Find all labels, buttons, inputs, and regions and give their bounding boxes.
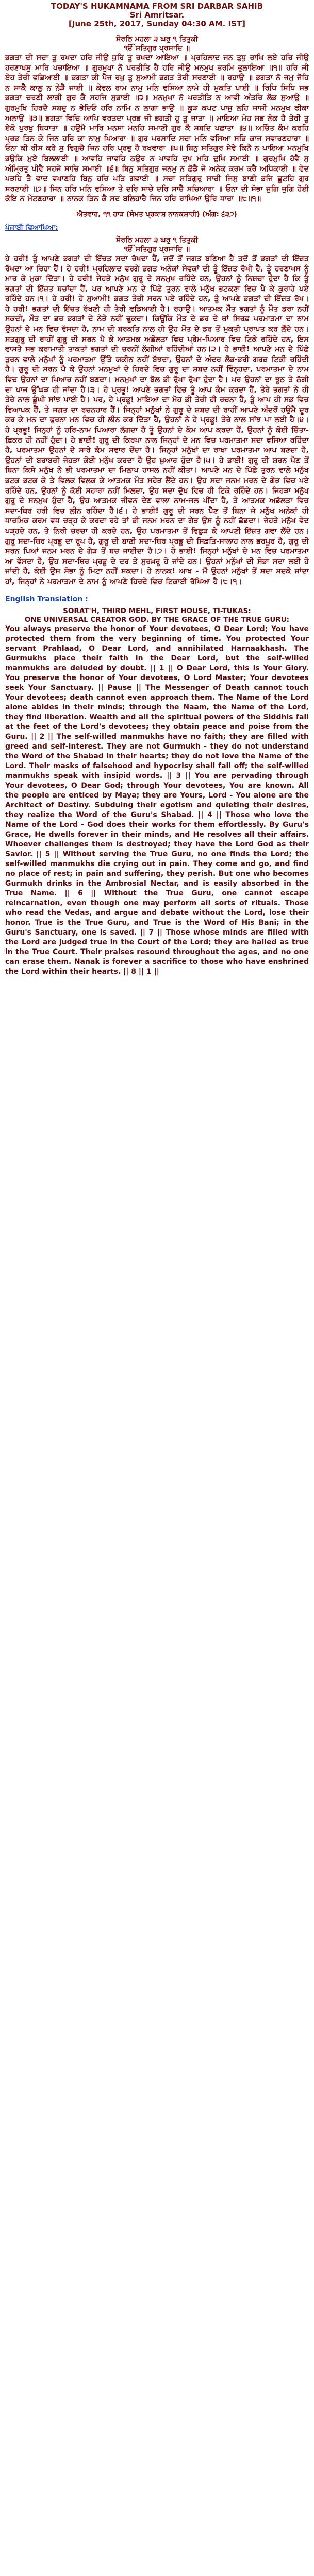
gurbani-verse: ਭਗਤਾ ਦੀ ਸਦਾ ਤੂ ਰਖਦਾ ਹਰਿ ਜੀਉ ਧੁਰਿ ਤੂ ਰਖਦਾ ਆਇਆ ॥ ਪ੍ਰਹਿਲਾਦ ਜਨ ਤੁਧੁ ਰਾਖਿ ਲਏ ਹਰਿ ਜੀਉ ਹਰਣਾਖਸੁ ਮਾਰਿ ਪਚਾਇਆ ॥ ਗੁਰਮੁਖਾ ਨੋ ਪਰਤੀਤਿ ਹੈ ਹਰਿ ਜੀਉ ਮਨਮੁਖ ਭਰਮਿ ਭੁਲਾਇਆ ॥੧॥ ਹਰਿ ਜੀ ਏਹ ਤੇਰੀ ਵਡਿਆਈ ॥ ਭਗਤਾ ਕੀ ਪੈਜ ਰਖੁ ਤੂ ਸੁਆਮੀ ਭਗਤ ਤੇਰੀ ਸਰਣਾਈ ॥ ਰਹਾਉ ॥ ਭਗਤਾ ਨੋ ਜਮੁ ਜੋਹਿ ਨ ਸਾਕੈ ਕਾਲੁ ਨ ਨੇੜੈ ਜਾਈ ॥ ਕੇਵਲ ਰਾਮ ਨਾਮੁ ਮਨਿ ਵਸਿਆ ਨਾਮੇ ਹੀ ਮੁਕਤਿ ਪਾਈ ॥ ਰਿਧਿ ਸਿਧਿ ਸਭ ਭਗਤਾ ਚਰਣੀ ਲਾਗੀ ਗੁਰ ਕੈ ਸਹਜਿ ਸੁਭਾਈ ॥੨॥ ਮਨਮੁਖਾ ਨੋ ਪਰਤੀਤਿ ਨ ਆਵੀ ਅੰਤਰਿ ਲੋਭ ਸੁਆਉ ॥ ਗੁਰਮੁਖਿ ਹਿਰਦੈ ਸਬਦੁ ਨ ਭੇਦਿਓ ਹਰਿ ਨਾਮਿ ਨ ਲਾਗਾ ਭਾਉ ॥ ਕੂੜ ਕਪਟ ਪਾਜੁ ਲਹਿ ਜਾਸੀ ਮਨਮੁਖ ਫੀਕਾ ਅਲਾਉ ॥੩॥ ਭਗਤਾ ਵਿਚਿ ਆਪਿ ਵਰਤਦਾ ਪ੍ਰਭ ਜੀ ਭਗਤੀ ਹੂ ਤੂ ਜਾਤਾ ॥ ਮਾਇਆ ਮੋਹ ਸਭ ਲੋਕ ਹੈ ਤੇਰੀ ਤੂ ਏਕੋ ਪੁਰਖੁ ਬਿਧਾਤਾ ॥ ਹਉਮੈ ਮਾਰਿ ਮਨਸਾ ਮਨਹਿ ਸਮਾਣੀ ਗੁਰ ਕੈ ਸਬਦਿ ਪਛਾਤਾ ॥੪॥ ਅਚਿੰਤ ਕੰਮ ਕਰਹਿ ਪ੍ਰਭ ਤਿਨ ਕੇ ਜਿਨ ਹਰਿ ਕਾ ਨਾਮੁ ਪਿਆਰਾ ॥ ਗੁਰ ਪਰਸਾਦਿ ਸਦਾ ਮਨਿ ਵਸਿਆ ਸਭਿ ਕਾਜ ਸਵਾਰਣਹਾਰਾ ॥ ਓਨਾ ਕੀ ਰੀਸ ਕਰੇ ਸੁ ਵਿਗੁਚੈ ਜਿਨ ਹਰਿ ਪ੍ਰਭੁ ਹੈ ਰਖਵਾਰਾ ॥੫॥ ਬਿਨੁ ਸਤਿਗੁਰ ਸੇਵੇ ਕਿਨੈ ਨ ਪਾਇਆ ਮਨਮੁਖਿ ਭਉਕਿ ਮੁਏ ਬਿਲਲਾਈ ॥ ਆਵਹਿ ਜਾਵਹਿ ਠਉਰ ਨ ਪਾਵਹਿ ਦੁਖ ਮਹਿ ਦੁਖਿ ਸਮਾਈ ॥ ਗੁਰਮੁਖਿ ਹੋਵੈ ਸੁ ਅੰਮ੍ਰਿਤੁ ਪੀਵੈ ਸਹਜੇ ਸਾਚਿ ਸਮਾਈ ॥੬॥ ਬਿਨੁ ਸਤਿਗੁਰ ਜਨਮੁ ਨ ਛੋਡੈ ਜੇ ਅਨੇਕ ਕਰਮ ਕਰੈ ਅਧਿਕਾਈ ॥ ਵੇਦ ਪੜਹਿ ਤੈ ਵਾਦ ਵਖਾਣਹਿ ਬਿਨੁ ਹਰਿ ਪਤਿ ਗਵਾਈ ॥ ਸਚਾ ਸਤਿਗੁਰੁ ਸਾਚੀ ਜਿਸੁ ਬਾਣੀ ਭਜਿ ਛੂਟਹਿ ਗੁਰ ਸਰਣਾਈ ॥੭॥ ਜਿਨ ਹਰਿ ਮਨਿ ਵਸਿਆ ਤੇ ਦਰਿ ਸਾਚੇ ਦਰਿ ਸਾਚੈ ਸਚਿਆਰਾ ॥ ਓਨਾ ਦੀ ਸੋਭਾ ਜੁਗਿ ਜੁਗਿ ਹੋਈ ਕੋਇ ਨ ਮੇਟਣਹਾਰਾ ॥ ਨਾਨਕ ਤਿਨ ਕੈ ਸਦ ਬਲਿਹਾਰੈ ਜਿਨ ਹਰਿ ਰਾਖਿਆ ਉਰਿ ਧਾਰਾ ॥੮॥੧॥ (5, 54, 309, 204)
ang-reference: ਐਤਵਾਰ, ੧੧ ਹਾੜ (ਸੰਮਤ ਪ੍ਰਕਾਸ਼ ਨਾਨਕਸ਼ਾਹੀ) (ਅੰਗ: ੬੩੭) (77, 210, 237, 218)
english-heading-raag: SORAT'H, THIRD MEHL, FIRST HOUSE, TI-TUKAS: (63, 606, 251, 615)
hukamnama-page (0, 0, 314, 977)
punjabi-explanation: ਹੇ ਹਰੀ! ਤੂੰ ਆਪਣੇ ਭਗਤਾਂ ਦੀ ਇੱਜ਼ਤ ਸਦਾ ਰੱਖਦਾ ਹੈਂ, ਜਦੋਂ ਤੋਂ ਜਗਤ ਬਣਿਆ ਹੈ ਤਦੋਂ ਤੋਂ ਭਗਤਾਂ ਦੀ ਇੱਜ਼ਤ ਰੱਖਦਾ ਆ ਰਿਹਾ ਹੈਂ। ਹੇ ਹਰੀ! ਪ੍ਰਹਿਲਾਦ ਵਰਗੇ ਭਗਤ ਅਨੇਕਾਂ ਸੇਵਕਾਂ ਦੀ ਤੂੰ ਇੱਜ਼ਤ ਰੱਖੀ ਹੈ, ਤੂੰ ਹਰਣਾਖਸ ਨੂੰ ਮਾਰ ਕੇ ਮੁਕਾ ਦਿੱਤਾ। ਹੇ ਹਰੀ! ਜੇਹੜੇ ਮਨੁੱਖ ਗੁਰੂ ਦੇ ਸਨਮੁਖ ਰਹਿੰਦੇ ਹਨ, ਉਹਨਾਂ ਨੂੰ ਨਿਸ਼ਚਾ ਹੁੰਦਾ ਹੈ ਕਿ ਤੂੰ ਭਗਤਾਂ ਦੀ ਇੱਜ਼ਤ ਬਚਾਂਦਾ ਹੈਂ, ਪਰ ਆਪਣੇ ਮਨ ਦੇ ਪਿੱਛੇ ਤੁਰਨ ਵਾਲੇ ਮਨੁੱਖ ਭਟਕਣਾ ਵਿਚ ਪੈ ਕੇ ਕੁਰਾਹੇ ਪਏ ਰਹਿੰਦੇ ਹਨ।੧। ਹੇ ਹਰੀ! ਹੇ ਸੁਆਮੀ! ਭਗਤ ਤੇਰੀ ਸਰਨ ਪਏ ਰਹਿੰਦੇ ਹਨ, ਤੂੰ ਆਪਣੇ ਭਗਤਾਂ ਦੀ ਇੱਜ਼ਤ ਰੱਖ। ਹੇ ਹਰੀ! ਭਗਤਾਂ ਦੀ ਇੱਜ਼ਤ ਰੱਖਣੀ ਹੀ ਤੇਰੀ ਵਡਿਆਈ ਹੈ। ਰਹਾਉ। ਆਤਮਕ ਮੌਤ ਭਗਤਾਂ ਨੂੰ ਮੌਤ ਡਰਾ ਨਹੀਂ ਸਕਦੀ, ਮੌਤ ਦਾ ਡਰ ਭਗਤਾਂ ਦੇ ਨੇੜੇ ਨਹੀਂ ਢੁਕਦਾ। ਕਿਉਂਕਿ ਮੌਤ ਦੇ ਡਰ ਦੇ ਥਾਂ ਸਿਰਫ਼ ਪਰਮਾਤਮਾ ਦਾ ਨਾਮ ਉਹਨਾਂ ਦੇ ਮਨ ਵਿਚ ਵੱਸਦਾ ਹੈ, ਨਾਮ ਦੀ ਬਰਕਤਿ ਨਾਲ ਹੀ ਉਹ ਮੌਤ ਦੇ ਡਰ ਤੋਂ ਮੁਕਤੀ ਪ੍ਰਾਪਤ ਕਰ ਲੈਂਦੇ ਹਨ। ਸਤਗੁਰੂ ਦੀ ਰਾਹੀਂ ਗੁਰੂ ਦੀ ਸਰਨ ਪੈ ਕੇ ਆਤਮਕ ਅਡੋਲਤਾ ਵਿਚ ਪ੍ਰੇਮ-ਪਿਆਰ ਵਿਚ ਟਿਕੇ ਰਹਿੰਦੇ ਹਨ, ਇਸ ਵਾਸਤੇ ਸਭ ਕਰਾਮਾਤੀ ਤਾਕਤਾਂ ਭਗਤਾਂ ਦੀ ਚਰਨੀਂ ਲੱਗੀਆਂ ਰਹਿੰਦੀਆਂ ਹਨ।੨। ਹੇ ਭਾਈ! ਆਪਣੇ ਮਨ ਦੇ ਪਿੱਛੇ ਤੁਰਨ ਵਾਲੇ ਮਨੁੱਖਾਂ ਨੂੰ ਪਰਮਾਤਮਾ ਉੱਤੇ ਯਕੀਨ ਨਹੀਂ ਬੱਝਦਾ, ਉਹਨਾਂ ਦੇ ਅੰਦਰ ਲੋਭ-ਭਰੀ ਗਰਜ਼ ਟਿਕੀ ਰਹਿੰਦੀ ਹੈ। ਗੁਰੂ ਦੀ ਸਰਨ ਪੈ ਕੇ ਉਹਨਾਂ ਮਨਮੁਖਾਂ ਦੇ ਹਿਰਦੇ ਵਿਚ ਗੁਰੂ ਦਾ ਸ਼ਬਦ ਨਹੀਂ ਵਿੰਨ੍ਹਦਾ, ਪਰਮਾਤਮਾ ਦੇ ਨਾਮ ਵਿਚ ਉਹਨਾਂ ਦਾ ਪਿਆਰ ਨਹੀਂ ਬਣਦਾ। ਮਨਮੁਖਾਂ ਦਾ ਬੋਲ ਭੀ ਰੁੱਖਾ ਰੁੱਖਾ ਹੁੰਦਾ ਹੈ। ਪਰ ਉਹਨਾਂ ਦਾ ਝੂਠ ਤੇ ਠੱਗੀ ਦਾ ਪਾਜ ਉੱਘੜ ਹੀ ਜਾਂਦਾ ਹੈ।੩। ਹੇ ਪ੍ਰਭੂ! ਆਪਣੇ ਭਗਤਾਂ ਵਿਚ ਤੂੰ ਆਪ ਕੰਮ ਕਰਦਾ ਹੈਂ, ਤੇਰੇ ਭਗਤਾਂ ਨੇ ਹੀ ਤੇਰੇ ਨਾਲ ਡੂੰਘੀ ਸਾਂਝ ਪਾਈ ਹੈ। ਪਰ, ਹੇ ਪ੍ਰਭੂ! ਮਾਇਆ ਦਾ ਮੋਹ ਭੀ ਤੇਰੀ ਹੀ ਰਚਨਾ ਹੈ, ਤੂੰ ਆਪ ਹੀ ਸਭ ਵਿਚ ਵਿਆਪਕ ਹੈਂ, ਤੇ ਜਗਤ ਦਾ ਰਚਨਹਾਰ ਹੈਂ। ਜਿਨ੍ਹਾਂ ਮਨੁੱਖਾਂ ਨੇ ਗੁਰੂ ਦੇ ਸ਼ਬਦ ਦੀ ਰਾਹੀਂ ਆਪਣੇ ਅੰਦਰੋਂ ਹਉਮੈ ਦੂਰ ਕਰ ਕੇ ਮਨ ਦਾ ਫੁਰਨਾ ਮਨ ਵਿਚ ਹੀ ਲੀਨ ਕਰ ਦਿੱਤਾ ਹੈ, ਉਹਨਾਂ ਨੇ ਹੇ ਪ੍ਰਭੂ! ਤੇਰੇ ਨਾਲ ਸਾਂਝ ਪਾ ਲਈ ਹੈ।੪। ਹੇ ਪ੍ਰਭੂ! ਜਿਨ੍ਹਾਂ ਨੂੰ ਹਰਿ-ਨਾਮ ਪਿਆਰਾ ਲੱਗਦਾ ਹੈ ਤੂੰ ਉਹਨਾਂ ਦੇ ਕੰਮ ਆਪ ਕਰਦਾ ਹੈਂ, ਉਹਨਾਂ ਨੂੰ ਕੋਈ ਚਿੰਤਾ-ਫ਼ਿਕਰ ਹੀ ਨਹੀਂ ਹੁੰਦਾ। ਹੇ ਭਾਈ! ਗੁਰੂ ਦੀ ਕਿਰਪਾ ਨਾਲ ਜਿਨ੍ਹਾਂ ਦੇ ਮਨ ਵਿਚ ਪਰਮਾਤਮਾ ਸਦਾ ਵਸਿਆ ਰਹਿੰਦਾ ਹੈ, ਪਰਮਾਤਮਾ ਉਹਨਾਂ ਦੇ ਸਾਰੇ ਕੰਮ ਸਵਾਰ ਦੇਂਦਾ ਹੈ। ਜਿਨ੍ਹਾਂ ਮਨੁੱਖਾਂ ਦਾ ਰਾਖਾ ਪਰਮਾਤਮਾ ਆਪ ਬਣਦਾ ਹੈ, ਉਹਨਾਂ ਦੀ ਬਰਾਬਰੀ ਜੇਹੜਾ ਕੋਈ ਮਨੁੱਖ ਕਰਦਾ ਹੈ ਉਹ ਖ਼ੁਆਰ ਹੁੰਦਾ ਹੈ।੫। ਹੇ ਭਾਈ! ਗੁਰੂ ਦੀ ਸ਼ਰਨ ਪੈਣ ਤੋਂ ਬਿਨਾ ਕਿਸੇ ਮਨੁੱਖ ਨੇ ਭੀ ਪਰਮਾਤਮਾ ਦਾ ਮਿਲਾਪ ਹਾਸਲ ਨਹੀਂ ਕੀਤਾ। ਆਪਣੇ ਮਨ ਦੇ ਪਿੱਛੇ ਤੁਰਨ ਵਾਲੇ ਮਨੁੱਖ ਭਟਕ ਭਟਕ ਕੇ ਤੇ ਵਿਲਕ ਵਿਲਕ ਕੇ ਆਤਮਕ ਮੌਤ ਸਹੇੜ ਲੈਂਦੇ ਹਨ। ਉਹ ਸਦਾ ਜਨਮ ਮਰਨ ਦੇ ਗੇੜ ਵਿਚ ਪਏ ਰਹਿੰਦੇ ਹਨ, ਉਹਨਾਂ ਨੂੰ ਕੋਈ ਸਹਾਰਾ ਨਹੀਂ ਮਿਲਦਾ, ਉਹ ਸਦਾ ਦੁੱਖ ਵਿਚ ਹੀ ਟਿਕੇ ਰਹਿੰਦੇ ਹਨ। ਜਿਹੜਾ ਮਨੁੱਖ ਗੁਰੂ ਦੇ ਸਨਮੁਖ ਹੁੰਦਾ ਹੈ, ਉਹ ਆਤਮਕ ਜੀਵਨ ਦੇਣ ਵਾਲਾ ਨਾਮ-ਜਲ ਪੀਂਦਾ ਹੈ, ਤੇ ਆਤਮਕ ਅਡੋਲਤਾ ਵਿਚ ਸਦਾ-ਥਿਰ ਹਰੀ ਵਿਚ ਲੀਨ ਰਹਿੰਦਾ ਹੈ।੬। ਹੇ ਭਾਈ! ਗੁਰੂ ਦੀ ਸਰਨ ਪੈਣ ਤੋਂ ਬਿਨਾ ਜੇ ਮਨੁੱਖ ਅਨੇਕਾਂ ਹੀ ਧਾਰਮਿਕ ਕਰਮ ਵਧ ਚੜ੍ਹ ਕੇ ਕਰਦਾ ਰਹੇ ਤਾਂ ਭੀ ਜਨਮ ਮਰਨ ਦਾ ਗੇੜ ਉਸ ਨੂੰ ਨਹੀਂ ਛੱਡਦਾ। ਜੇਹੜੇ ਮਨੁੱਖ ਵੇਦ ਪੜ੍ਹਦੇ ਹਨ, ਤੇ ਨਿਰੀ ਚਰਚਾ ਹੀ ਕਰਦੇ ਹਨ, ਉਹ ਪਰਮਾਤਮਾ ਤੋਂ ਵਿਛੁੜ ਕੇ ਆਪਣੀ ਇੱਜ਼ਤ ਗਵਾ ਲੈਂਦੇ ਹਨ। ਗੁਰੂ ਸਦਾ-ਥਿਰ ਪ੍ਰਭੂ ਦਾ ਰੂਪ ਹੈ, ਗੁਰੂ ਦੀ ਬਾਣੀ ਸਦਾ-ਥਿਰ ਪ੍ਰਭੂ ਦੀ ਸਿਫ਼ਤਿ-ਸਾਲਾਹ ਨਾਲ ਭਰਪੂਰ ਹੈ, ਗੁਰੂ ਦੀ ਸਰਨ ਪਿਆਂ ਜਨਮ ਮਰਨ ਦੇ ਗੇੜ ਤੋਂ ਬਚ ਜਾਈਦਾ ਹੈ।੭। ਹੇ ਭਾਈ! ਜਿਨ੍ਹਾਂ ਮਨੁੱਖਾਂ ਦੇ ਮਨ ਵਿਚ ਪਰਮਾਤਮਾ ਆ ਵੱਸਦਾ ਹੈ, ਉਹ ਸਦਾ-ਥਿਰ ਪ੍ਰਭੂ ਦੇ ਦਰ ਤੇ ਸੁਰਖ਼ਰੂ ਹੋ ਜਾਂਦੇ ਹਨ। ਉਹਨਾਂ ਮਨੁੱਖਾਂ ਦੀ ਸੋਭਾ ਸਦਾ ਲਈ ਹੋ ਜਾਂਦੀ ਹੈ, ਕੋਈ ਉਸ ਸੋਭਾ ਨੂੰ ਮਿਟਾ ਨਹੀਂ ਸਕਦਾ। ਹੇ ਨਾਨਕ! ਆਖ - ਮੈਂ ਉਹਨਾਂ ਮਨੁੱਖਾਂ ਤੋਂ ਸਦਾ ਸਦਕੇ ਜਾਂਦਾ ਹਾਂ, ਜਿਨ੍ਹਾਂ ਨੇ ਪਰਮਾਤਮਾ ਦੇ ਨਾਮ ਨੂੰ ਆਪਣੇ ਹਿਰਦੇ ਵਿਚ ਟਿਕਾਈ ਰੱਖਿਆ ਹੈ।੮।੧। (5, 254, 309, 586)
punjabi-section-label: ਪੰਜਾਬੀ ਵਿਆਖਿਆ: (5, 223, 58, 232)
page-date: [June 25th, 2017, Sunday 04:30 AM. IST] (69, 19, 245, 28)
gurmukhi-mangal-heading: ੴ ਸਤਿਗੁਰ ਪ੍ਰਸਾਦਿ ॥ (124, 44, 190, 53)
gurmukhi-raag-heading: ਸੋਰਠਿ ਮਹਲਾ ੩ ਘਰੁ ੧ ਤਿਤੁਕੀ (116, 35, 198, 43)
english-heading-mangal: ONE UNIVERSAL CREATOR GOD. BY THE GRACE OF THE TRUE GURU: (24, 615, 290, 624)
section-gap (5, 587, 309, 592)
english-section-label: English Translation : (5, 595, 88, 603)
page-location: Sri Amritsar. (129, 10, 185, 20)
page-title: TODAY'S HUKAMNAMA FROM SRI DARBAR SAHIB (51, 2, 263, 11)
english-translation: You always preserve the honor of Your devotees, O Dear Lord; You have protected them from the very beginning of time. You protected Your servant Prahlaad, O Dear Lord, and annihilated Harnaakhash. The Gurmukhs place their faith in the Dear Lord, but the self-willed manmukhs are deluded by doubt. || 1 || O Dear Lord, this is Your Glory. You preserve the honor of Your devotees, O Lord Master; Your devotees seek Your Sanctuary. || Pause || The Messenger of Death cannot touch Your devotees; death cannot even approach them. The Name of the Lord alone abides in their minds; through the Naam, the Name of the Lord, they find liberation. Wealth and all the spiritual powers of the Siddhis fall at the feet of the Lord's devotees; they obtain peace and poise from the Guru. || 2 || The self-willed manmukhs have no faith; they are filled with greed and self-interest. They are not Gurmukh - they do not understand the Word of the Shabad in their hearts; they do not love the Name of the Lord. Their masks of falsehood and hypocrisy shall fall off; the self-willed manmukhs speak with insipid words. || 3 || You are pervading through Your devotees, O Dear God; through Your devotees, You are known. All the people are enticed by Maya; they are Yours, Lord - You alone are the Architect of Destiny. Subduing their egotism and quieting their desires, they realize the Word of the Guru's Shabad. || 4 || Those who love the Name of the Lord - God does their works for them effortlessly. By Guru's Grace, He dwells forever in their minds, and He resolves all their affairs. Whoever challenges them is destroyed; they have the Lord God as their Savior. || 5 || Without serving the True Guru, no one finds the Lord; the self-willed manmukhs die crying out in pain. They come and go, and find no place of rest; in pain and suffering, they perish. But one who becomes Gurmukh drinks in the Ambrosial Nectar, and is easily absorbed in the True Name. || 6 || Without the True Guru, one cannot escape reincarnation, even though one may perform all sorts of rituals. Those who read the Vedas, and argue and debate without the Lord, lose their honor. True is the True Guru, and True is the Word of His Bani; in the Guru's Sanctuary, one is saved. || 7 || Those whose minds are filled with the Lord are judged true in the Court of the Lord; they are hailed as true in the True Court. Their praises resound throughout the ages, and no one can erase them. Nanak is forever a sacrifice to those who have enshrined the Lord within their hearts. || 8 || 1 || (5, 624, 309, 976)
punjabi-mangal-heading: ੴ ਸਤਿਗੁਰ ਪ੍ਰਸਾਦਿ ॥ (124, 245, 190, 253)
punjabi-raag-heading: ਸੋਰਠਿ ਮਹਲਾ ੩ ਘਰੁ ੧ ਤਿਤੁਕੀ (116, 235, 198, 244)
